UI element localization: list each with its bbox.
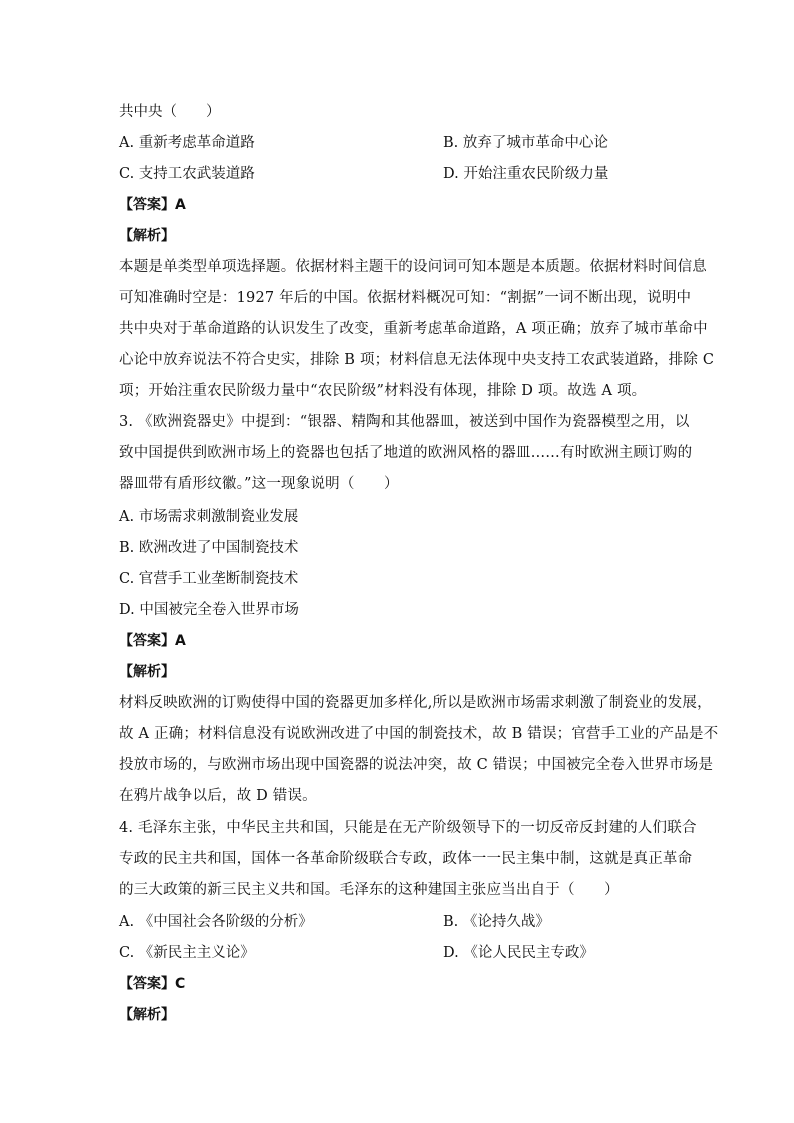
question-3-stem-line: 3. 《欧洲瓷器史》中提到：“银器、精陶和其他器皿，被送到中国作为瓷器模型之用，以 [119, 414, 690, 430]
question-2-answer: 【答案】A [119, 197, 186, 213]
question-3-analysis-line: 在鸦片战争以后，故 D 错误。 [119, 788, 317, 804]
question-2-option-c: C. 支持工农武装道路 [119, 166, 255, 182]
question-4-stem-line: 专政的民主共和国，国体一各革命阶级联合专政，政体一一民主集中制，这就是真正革命 [119, 851, 693, 867]
question-4-analysis-label: 【解析】 [119, 1007, 175, 1023]
question-3-stem-line: 致中国提供到欧洲市场上的瓷器也包括了地道的欧洲风格的器皿……有时欧洲主顾订购的 [119, 445, 693, 461]
question-3-option-b: B. 欧洲改进了中国制瓷技术 [119, 540, 299, 556]
question-3-analysis-label: 【解析】 [119, 664, 175, 680]
question-2-option-a: A. 重新考虑革命道路 [119, 135, 255, 151]
question-2-analysis-label: 【解析】 [119, 228, 175, 244]
question-4-stem-line: 4. 毛泽东主张，中华民主共和国，只能是在无产阶级领导下的一切反帝反封建的人们联合 [119, 820, 697, 836]
question-4-answer: 【答案】C [119, 976, 186, 992]
question-4-stem-line: 的三大政策的新三民主义共和国。毛泽东的这种建国主张应当出自于（ ） [119, 882, 619, 898]
question-3-analysis-line: 材料反映欧洲的订购使得中国的瓷器更加多样化,所以是欧洲市场需求刺激了制瓷业的发展， [119, 695, 712, 711]
question-2-stem-tail: 共中央（ ） [119, 104, 221, 120]
question-3-option-d: D. 中国被完全卷入世界市场 [119, 602, 299, 618]
question-3-option-a: A. 市场需求刺激制瓷业发展 [119, 509, 299, 525]
question-4-option-c: C. 《新民主主义论》 [119, 945, 255, 961]
question-3-stem-line: 器皿带有盾形纹徽。”这一现象说明（ ） [119, 476, 399, 492]
question-3-analysis-line: 投放市场的，与欧洲市场出现中国瓷器的说法冲突，故 C 错误；中国被完全卷入世界市场是 [119, 757, 714, 773]
question-2-option-b: B. 放弃了城市革命中心论 [443, 135, 608, 151]
question-2-option-d: D. 开始注重农民阶级力量 [443, 166, 609, 182]
question-2-analysis-line: 心论中放弃说法不符合史实，排除 B 项；材料信息无法体现中央支持工农武装道路，排除 C [119, 352, 715, 368]
question-2-analysis-line: 项；开始注重农民阶级力量中“农民阶级”材料没有体现，排除 D 项。故选 A 项。 [119, 383, 647, 399]
question-4-option-d: D. 《论人民民主专政》 [443, 945, 594, 961]
question-4-option-b: B. 《论持久战》 [443, 914, 550, 930]
question-4-option-a: A. 《中国社会各阶级的分析》 [119, 914, 313, 930]
question-3-answer: 【答案】A [119, 633, 186, 649]
question-2-analysis-line: 共中央对于革命道路的认识发生了改变，重新考虑革命道路，A 项正确；放弃了城市革命中 [119, 321, 708, 337]
question-2-analysis-line: 可知准确时空是：1927 年后的中国。依据材料概况可知：“割据”一词不断出现，说明中 [119, 290, 692, 306]
question-2-analysis-line: 本题是单类型单项选择题。依据材料主题干的设问词可知本题是本质题。依据材料时间信息 [119, 259, 707, 275]
question-3-analysis-line: 故 A 正确；材料信息没有说欧洲改进了中国的制瓷技术，故 B 错误；官营手工业的产品是不 [119, 726, 719, 742]
question-3-option-c: C. 官营手工业垄断制瓷技术 [119, 571, 299, 587]
